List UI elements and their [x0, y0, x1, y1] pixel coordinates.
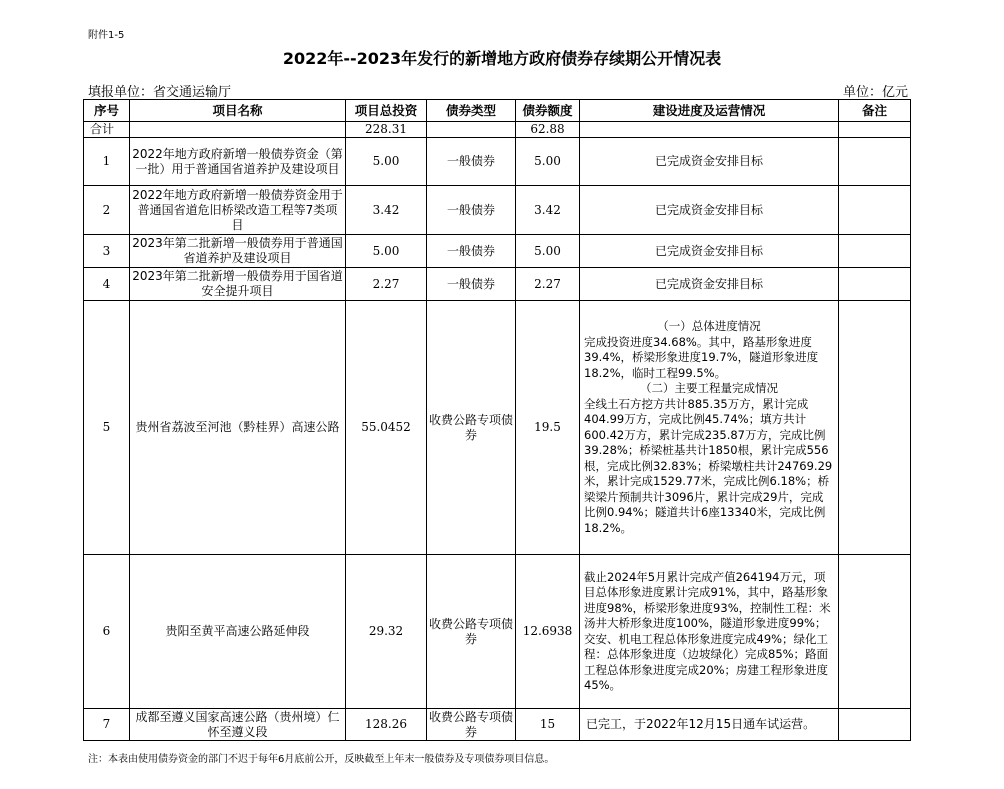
header-row [84, 100, 911, 122]
row-investment: 128.26 [346, 709, 427, 741]
table-row [84, 235, 911, 268]
table-row [84, 138, 911, 186]
row-no: 2 [84, 186, 130, 235]
row-remark [839, 138, 911, 186]
row-bond-type: 一般债券 [427, 138, 516, 186]
progress-heading-quantities: （二）主要工程量完成情况 [640, 381, 778, 395]
row-remark [839, 268, 911, 301]
table-row [84, 709, 911, 741]
row-bond-type: 一般债券 [427, 235, 516, 268]
row-no: 3 [84, 235, 130, 268]
table-row [84, 268, 911, 301]
row-remark [839, 555, 911, 709]
row-no: 4 [84, 268, 130, 301]
row-bond-amount: 5.00 [516, 235, 580, 268]
unit-label: 单位：亿元 [842, 85, 908, 100]
row-name: 2022年地方政府新增一般债券资金（第一批）用于普通国省道养护及建设项目 [130, 138, 346, 186]
bond-table [83, 99, 911, 741]
table-row [84, 555, 911, 709]
row-investment: 55.0452 [346, 301, 427, 555]
row-no: 1 [84, 138, 130, 186]
row-no: 6 [84, 555, 130, 709]
page-title: 2022年--2023年发行的新增地方政府债券存续期公开情况表 [282, 49, 722, 68]
fill-unit-label: 填报单位：省交通运输厅 [88, 85, 232, 100]
row-name: 贵州省荔波至河池（黔桂界）高速公路 [130, 301, 346, 555]
row-progress: 已完成资金安排目标 [580, 138, 839, 186]
row-bond-type: 收费公路专项债券 [427, 301, 516, 555]
row-investment: 29.32 [346, 555, 427, 709]
row-bond-type: 收费公路专项债券 [427, 709, 516, 741]
row-progress: 已完成资金安排目标 [580, 186, 839, 235]
row-bond-amount: 15 [516, 709, 580, 741]
row-remark [839, 301, 911, 555]
total-bond-amount: 62.88 [516, 122, 580, 138]
attachment-label: 附件1-5 [88, 30, 125, 41]
row-bond-amount: 2.27 [516, 268, 580, 301]
total-label: 合计 [84, 122, 130, 138]
row-remark [839, 186, 911, 235]
row-bond-amount: 12.6938 [516, 555, 580, 709]
row-name: 2022年地方政府新增一般债券资金用于普通国省道危旧桥梁改造工程等7类项目 [130, 186, 346, 235]
header-progress: 建设进度及运营情况 [580, 100, 839, 122]
row-no: 5 [84, 301, 130, 555]
row-bond-amount: 3.42 [516, 186, 580, 235]
total-type-cell [427, 122, 516, 138]
total-progress-cell [580, 122, 839, 138]
header-bond-amount: 债券额度 [516, 100, 580, 122]
row-progress: 截止2024年5月累计完成产值264194万元，项目总体形象进度累计完成91%，其中，路基形象进度98%，桥梁形象进度93%，控制性工程：米汤井大桥形象进度100%，隧道形象进度99%；交安、机电工程总体形象进度完成49%；绿化工程：总体形象进度（边坡绿化）完成85%；路面工程总体形象进度完成20%；房建工程形象进度45%。 [580, 555, 839, 709]
total-investment: 228.31 [346, 122, 427, 138]
row-investment: 5.00 [346, 138, 427, 186]
row-progress: 已完成资金安排目标 [580, 235, 839, 268]
progress-heading-overall: （一）总体进度情况 [657, 319, 761, 333]
row-bond-type: 收费公路专项债券 [427, 555, 516, 709]
total-remark-cell [839, 122, 911, 138]
row-name: 2023年第二批新增一般债券用于普通国省道养护及建设项目 [130, 235, 346, 268]
progress-overall-text: 完成投资进度34.68%。其中，路基形象进度39.4%，桥梁形象进度19.7%，隧道形象进度18.2%，临时工程99.5%。 [584, 334, 819, 380]
table-row [84, 186, 911, 235]
row-bond-amount: 5.00 [516, 138, 580, 186]
row-remark [839, 709, 911, 741]
progress-quantities-text: 全线土石方挖方共计885.35万方，累计完成404.99万方，完成比例45.74%；填方共计600.42万方，累计完成235.87万方，完成比例39.28%；桥梁桩基共计1850根，累计完成556根，完成比例32.83%；桥梁墩柱共计24769.29米，累计完成1529.77米，完成比例6.18%；桥梁梁片预制共计3096片，累计完成29片，完成比例0.94%；隧道共计6座13340米，完成比例18.2%。 [584, 396, 833, 535]
row-progress [580, 301, 839, 555]
row-progress: 已完成资金安排目标 [580, 268, 839, 301]
header-bond-type: 债券类型 [427, 100, 516, 122]
footnote: 注：本表由使用债券资金的部门不迟于每年6月底前公开，反映截至上年末一般债券及专项债券项目信息。 [88, 754, 555, 765]
row-name: 成都至遵义国家高速公路（贵州境）仁怀至遵义段 [130, 709, 346, 741]
row-bond-type: 一般债券 [427, 268, 516, 301]
row-remark [839, 235, 911, 268]
total-row [84, 122, 911, 138]
row-bond-type: 一般债券 [427, 186, 516, 235]
table-row [84, 301, 911, 555]
row-no: 7 [84, 709, 130, 741]
row-name: 2023年第二批新增一般债券用于国省道安全提升项目 [130, 268, 346, 301]
header-no: 序号 [84, 100, 130, 122]
header-name: 项目名称 [130, 100, 346, 122]
row-investment: 2.27 [346, 268, 427, 301]
row-bond-amount: 19.5 [516, 301, 580, 555]
row-name: 贵阳至黄平高速公路延伸段 [130, 555, 346, 709]
header-remark: 备注 [839, 100, 911, 122]
row-investment: 5.00 [346, 235, 427, 268]
row-investment: 3.42 [346, 186, 427, 235]
total-name-cell [130, 122, 346, 138]
row-progress: 已完工，于2022年12月15日通车试运营。 [580, 709, 839, 741]
header-investment: 项目总投资 [346, 100, 427, 122]
